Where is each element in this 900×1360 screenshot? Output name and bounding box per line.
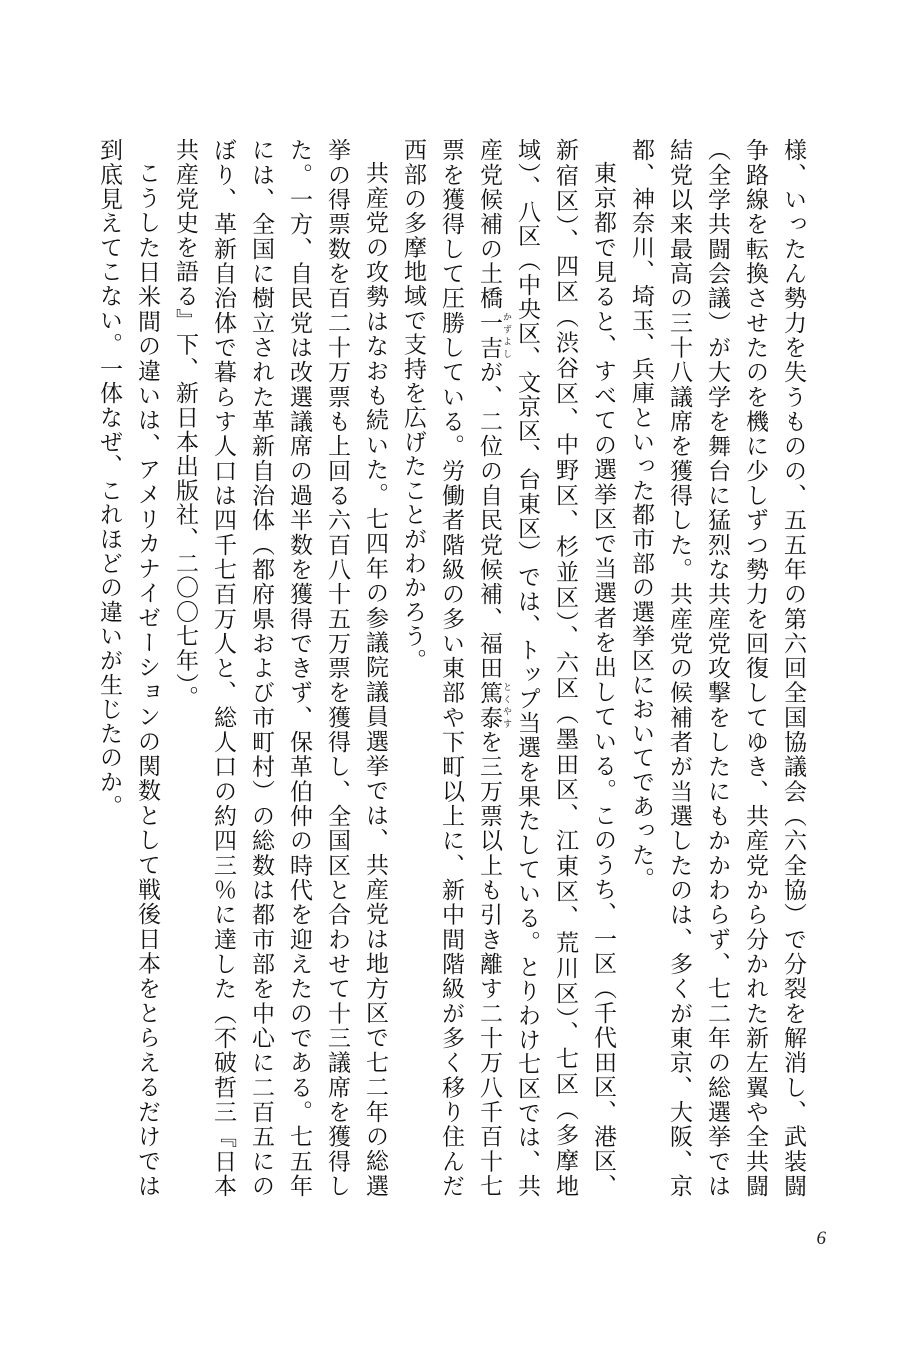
- ruby-reading: とくやす: [501, 680, 511, 730]
- ruby-base: 一吉: [476, 310, 502, 360]
- text-run: を三万票以上も引き離す二十万八千百十七票を獲得して圧勝している。労働者階級の多い東部や下町以上に、新中間階級が多く移り住んだ西部の多摩地域で支持を広げたことがわかろう。: [400, 138, 502, 1198]
- ruby-annotated-name: [476, 680, 511, 730]
- paragraph: [166, 138, 394, 1198]
- text-run: 様、いったん勢力を失うものの、五五年の第六回全国協議会（六全協）で分裂を解消し、武装闘争路線を転換させたのを機に少しずつ勢力を回復してゆき、共産党から分かれた新左翼や全共闘（全学共闘会議）が大学を舞台に猛烈な共産党攻撃をしたにもかかわらず、七二年の総選挙では結党以来最高の三十八議席を獲得した。共産党の候補者が当選したのは、多くが東京、大阪、京都、神奈川、埼玉、兵庫といった都市部の選挙区においてであった。: [628, 138, 806, 1198]
- paragraph: [622, 138, 812, 1198]
- ruby-reading: かずよし: [501, 310, 511, 360]
- text-run: が、二位の自民党候補、福田: [476, 359, 502, 681]
- paragraph: [92, 138, 166, 1198]
- text-run: こうした日米間の違いは、アメリカナイゼーションの関数として戦後日本をとらえるだけでは到底見えてこない。一体なぜ、これほどの違いが生じたのか。: [96, 138, 160, 1198]
- ruby-base: 篤泰: [476, 680, 502, 730]
- page-number: 6: [816, 1228, 826, 1249]
- text-run: 共産党の攻勢はなおも続いた。七四年の参議院議員選挙では、共産党は地方区で七二年の総選挙の得票数を百二十万票も上回る六百八十五万票を獲得し、全国区と合わせて十三議席を獲得した。一方、自民党は改選議席の過半数を獲得できず、保革伯仲の時代を迎えたのである。七五年には、全国に樹立された革新自治体（都府県および市町村）の総数は都市部を中心に二百五にのぼり、革新自治体で暮らす人口は四千七百万人と、総人口の約四三％に達した（不破哲三『日本共産党史を語る』下、新日本出版社、二〇〇七年）。: [172, 138, 388, 1198]
- vertical-body-text: [92, 138, 812, 1198]
- ruby-annotated-name: [476, 310, 511, 360]
- text-run: 東京都で見ると、すべての選挙区で当選者を出している。このうち、一区（千代田区、港区、新宿区）、四区（渋谷区、中野区、杉並区）、六区（墨田区、江東区、荒川区）、七区（多摩地域）、八区（中央区、文京区、台東区）では、トップ当選を果たしている。とりわけ七区では、共産党候補の土橋: [476, 138, 616, 1198]
- paragraph: [394, 138, 622, 1198]
